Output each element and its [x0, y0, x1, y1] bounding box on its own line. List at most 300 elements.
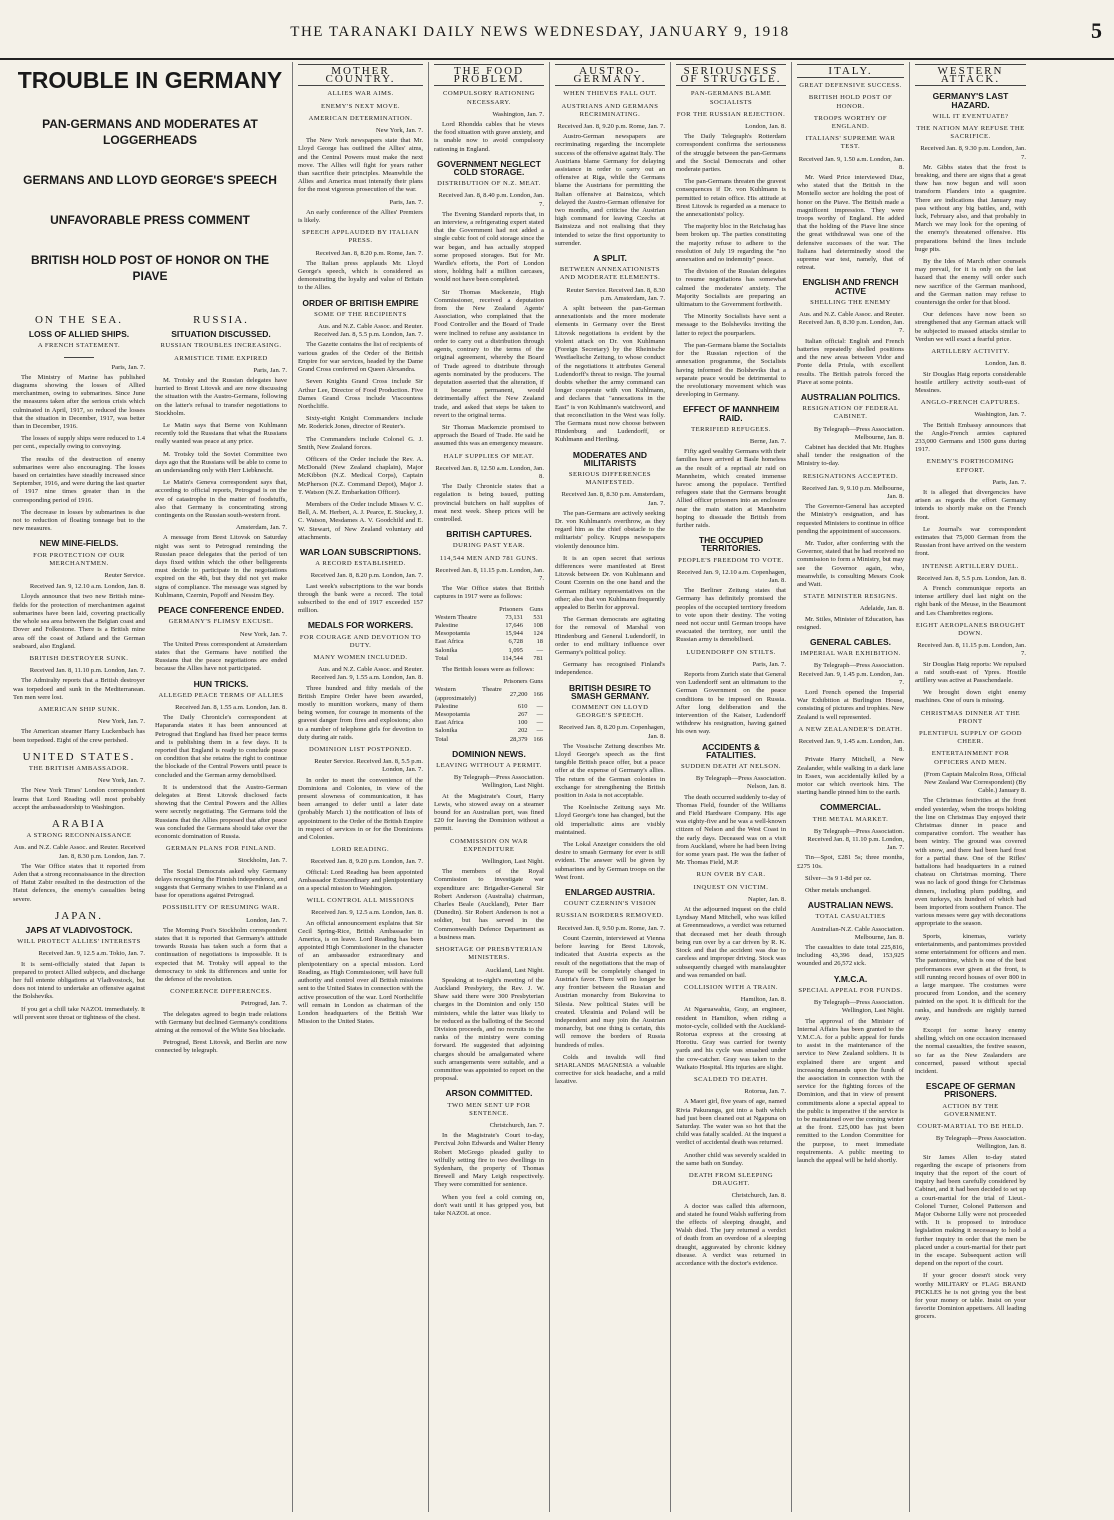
subheadline: AMERICAN SHIP SUNK.: [38, 705, 120, 713]
table-cell: 1,095: [508, 646, 523, 654]
dateline: Received Jan. 9, 12.10 a.m. Copenhagen, Jan. 8.: [677, 568, 786, 584]
table-cell: Palestine: [435, 621, 459, 629]
table-cell: East Africa: [435, 638, 464, 646]
headline: COMMERCIAL.: [820, 802, 881, 813]
advertisement: If your grocer doesn't stock very worthy MILITARY or FLAG BRAND PICKLES he is not giving you the best for your money or table. Insist on your favorite Dominion appetisers. All leading grocers.: [915, 1272, 1026, 1321]
column-2: [293, 62, 429, 1512]
dateline: Received Jan. 8, 1.55 a.m. London, Jan. 8.: [175, 703, 287, 711]
subheadline: DURING PAST YEAR.: [452, 542, 526, 550]
table-cell: —: [536, 727, 543, 735]
section-heading: WESTERN ATTACK.: [915, 64, 1026, 86]
headline: GOVERNMENT NEGLECT COLD STORAGE.: [437, 158, 541, 178]
paragraph: The War Office states that British captures in 1917 were as follows:: [434, 585, 544, 601]
subheadline: AMERICAN DETERMINATION.: [308, 114, 413, 122]
paragraph: Three hundred and fifty medals of the British Empire Order have been awarded, mostly to munition workers, many of them being women, for courage in moments of the gravest danger from fires and explosions; also to a number of telephone girls for devotion to duty during air raids.: [298, 684, 423, 741]
paragraph: The Lokal Anzeiger considers the old desire to smash Germany for ever is still evident. The answer will be given by submarines and by German troops on the West front.: [555, 841, 665, 881]
dateline: By Telegraph—Press Association. Wellington, Jan. 8.: [935, 1135, 1026, 1151]
masthead: [0, 0, 1114, 60]
paragraph: It is semi-officially stated that Japan is prepared to protect Allied subjects, and discharge her full entente obligations at Vladivostock, but does not intend to undertake an offensive against the Bolsheviks.: [13, 960, 145, 1001]
subheadline: GERMANY'S FLIMSY EXCUSE.: [168, 618, 274, 626]
paragraph: The New York newspapers state that Mr. Lloyd George has outlined the Allies' aims, and the Central Powers must make the next move. The Allies will fight for years rather than sacrifice their principles. Meanwhile the Allies and America must intensify their plans for the most vigorous prosecution of the war.: [298, 137, 423, 194]
masthead-title: THE TARANAKI DAILY NEWS WEDNESDAY, JANUARY 9, 1918: [290, 24, 790, 40]
table-cell: [434, 678, 503, 686]
dateline: Wellington, Last Night.: [481, 858, 544, 866]
paragraph: The decrease in losses by submarines is due not to reduction of floating tonnage but to the new measures.: [13, 508, 145, 533]
paragraph: The Daily Chronicle's correspondent at Haparanda states it has been announced at Petrograd that England has fixed her peace terms and is publishing them in a few days. It is reported that England is ready to conclude peace on condition that she retains the right to continue the blockade of the Central Powers until peace is concluded and the German army demobilised.: [155, 714, 287, 779]
table-cell: Guns: [529, 605, 543, 613]
table-cell: 267: [517, 711, 528, 719]
subheadline: WILL PROTECT ALLIES' INTERESTS: [17, 938, 141, 946]
paragraph: A doctor was called this afternoon, and stated he found Walsh suffering from the effects of sleeping draught, and Walsh died. The jury returned a verdict of death from an overdose of a sleeping draught, aggravated by chronic kidney disease. A verdict was returned in accordance with the doctor's evidence.: [676, 1202, 786, 1267]
table-cell: 166: [533, 690, 543, 698]
paragraph: Fifty aged wealthy Germans with their families have arrived at Basle homeless as the result of a reprisal air raid on Mannheim, which created immense havoc among the populace. Terrified refugees state that the Germans brought Allied officer prisoners into an enclosure near the main station at Mannheim hoping to dissuade the British from further raids.: [676, 448, 786, 529]
column-7: [910, 62, 1031, 1512]
paragraph: The pan-Germans are actively seeking Dr. von Kuhlmann's overthrow, as they regard him as the chief obstacle to the militarists' policy. Krupps newspapers violently denounce him.: [555, 509, 665, 550]
subheadline: RUSSIAN TROUBLES INCREASING.: [160, 342, 282, 350]
subheadline: SPECIAL APPEAL FOR FUNDS.: [798, 986, 903, 994]
dateline: Napier, Jan. 8.: [747, 895, 786, 903]
dateline: Received Jan. 8, 9.20 p.m. London, Jan. 7.: [310, 858, 423, 866]
paragraph: The British Embassy announces that the Anglo-French armies captured 233,000 Germans and 1500 guns during 1917.: [915, 421, 1026, 454]
subheadline: A STRONG RECONNAISSANCE: [26, 832, 132, 840]
table-row: [434, 614, 544, 622]
table-cell: 108: [533, 621, 543, 629]
table-cell: —: [536, 719, 543, 727]
dateline: Paris, Jan. 7.: [992, 478, 1026, 486]
paragraph: The Daily Telegraph's Rotterdam correspondent confirms the seriousness of the struggle between the pan-Germans and the Social Democrats and other moderate parties.: [676, 133, 786, 174]
dateline: By Telegraph—Press Association. Received Jan. 9, 1.45 p.m. London, Jan. 7.: [798, 662, 904, 686]
table-cell: [434, 606, 491, 614]
paragraph: At the Magistrate's Court, Harry Lewis, who stowed away on a steamer bound for an Australian port, was fined £20 for leaving the Dominion without a permit.: [434, 792, 544, 833]
paragraph: The Governor-General has accepted the Ministry's resignation, and has requested Ministers to continue in office pending the appointment of successors.: [797, 503, 904, 535]
subheadline: ENEMY'S NEXT MOVE.: [320, 102, 401, 110]
dateline: Berne, Jan. 7.: [749, 437, 786, 445]
column-3: [429, 62, 550, 1512]
subheadline: SCALDED TO DEATH.: [693, 1075, 768, 1083]
paragraph: Tin—Spot, £281 5s; three months, £275 10s.: [797, 854, 904, 870]
headline: ENGLISH AND FRENCH ACTIVE: [802, 277, 899, 296]
headline: GENERAL CABLES.: [809, 636, 892, 647]
column-4: [550, 62, 671, 1512]
paragraph: Sports, kinemas, variety entertainments, and pantomimes provided some entertainment for officers and men. The pantomime, which is one of the best performances ever given at the front, is still running record houses of over 800 in a large marquee. The costumes were procured from London, and the scenery painted on the spot. It is difficult for the ranks, and hundreds are nightly turned away.: [915, 932, 1026, 1022]
subheadline: EIGHT AEROPLANES BROUGHT DOWN.: [915, 621, 1026, 637]
subheadline: A FRENCH STATEMENT.: [37, 342, 121, 350]
dateline: Received Jan. 8, 8.20 p.m. Copenhagen, Jan. 8.: [558, 724, 665, 740]
dateline: Amsterdam, Jan. 7.: [235, 524, 287, 532]
paragraph: The majority bloc in the Reichstag has been broken up. The parties constituting the majority refuse to adhere to the resolution of July 19 regarding the "no annexation and no indemnity" peace.: [676, 223, 786, 264]
subheadline: HALF SUPPLIES OF MEAT.: [443, 452, 535, 460]
dateline: Australian-N.Z. Cable Association. Melbourne, Jan. 8.: [811, 925, 904, 941]
paragraph: The approval of the Minister of Internal Affairs has been granted to the Y.M.C.A. for a public appeal for funds to assist in the maintenance of the service to New Zealand soldiers. It is explained there are urgent and increasing demands upon the funds of the association in connection with the service for the fighting forces of the Dominion, and that in view of present commitments alone a special appeal to the public is imperative if the service is to be maintained over the coming winter at the front. £25,000 has just been remitted to the London Committee for the purpose, to meet immediate requirements. A public meeting to launch the appeal will be held shortly.: [797, 1017, 904, 1164]
dateline: Received Jan. 9, 12.10 a.m. London, Jan. 8.: [29, 583, 145, 591]
dateline: Aus. and N.Z. Cable Assoc. and Reuter. Received Jan. 8, 8.30 p.m. London, Jan. 7.: [13, 844, 145, 860]
table-cell: Mesopotamia: [435, 711, 470, 719]
table-cell: 114,544: [502, 654, 523, 662]
dateline: Paris, Jan. 7.: [253, 366, 287, 374]
subheadline: ARTILLERY ACTIVITY.: [931, 348, 1010, 356]
paragraph: Private Harry Mitchell, a New Zealander, while walking in a dark lane in Essex, was accidentally killed by a motor car which overtook him. The starting handle pinned him to the earth.: [797, 756, 904, 797]
headline: A SPLIT.: [593, 253, 627, 264]
headline: PEACE CONFERENCE ENDED.: [158, 605, 284, 616]
dateline: London, Jan. 8.: [745, 123, 786, 131]
paragraph: Italian official: English and French batteries repeatedly shelled positions and the new areas between Vidor and Ponte della Priula, with excellent results. The British patrols forced the Piave at some points.: [797, 337, 904, 386]
subheadline: BETWEEN ANNEXATIONISTS AND MODERATE ELEMENTS.: [559, 266, 661, 282]
subheadline: COMPULSORY RATIONING NECESSARY.: [442, 90, 535, 106]
paragraph: Lloyds announce that two new British mine-fields for the protection of merchantmen against submarines have been laid, covering practically the whole sea area between the Belgian coast and Dover and Folkestone. There is a British mine area off the coast of Jutland and the German seaboard, also England.: [13, 593, 145, 650]
paragraph: The results of the destruction of enemy submarines were also encouraging. The losses based on certainties have steadily increased since September, 1916, and were during the last quarter of 1917 nine times greater than in the corresponding period of 1916.: [13, 455, 145, 504]
paragraph: Seven Knights Grand Cross include Sir Arthur Lee, Director of Food Production. Five Dames Grand Cross include Viscountess Northcliffe.: [298, 378, 423, 410]
paragraph: At Ngaruawahia, Gray, an engineer, resident in Hamilton, when riding a motor-cycle, collided with the Auckland-Rotorua express at the crossing at Horotiu. Gray was carried for twenty yards and his cycle was smashed under the cow-catcher. Gray was taken to the Waikato Hospital. His injuries are slight.: [676, 1006, 786, 1071]
subheadline: ARMISTICE TIME EXPIRED: [174, 354, 268, 362]
subheadline: COLLISION WITH A TRAIN.: [683, 983, 779, 991]
subheadline: ENTERTAINMENT FOR OFFICERS AND MEN.: [931, 750, 1010, 766]
subheadline: SHORTAGE OF PRESBYTERIAN MINISTERS.: [435, 946, 543, 962]
subheadline: ALLIES WAR AIMS.: [327, 90, 394, 98]
paragraph: Mr. Stiles, Minister of Education, has resigned.: [797, 615, 904, 631]
paragraph: Petrograd, Brest Litovsk, and Berlin are now connected by telegraph.: [155, 1039, 287, 1055]
subheadline: BRITISH HOLD POST OF HONOR.: [808, 94, 893, 110]
paragraph: A message from Brest Litovsk on Saturday night was sent to Petrograd reminding the Russian peace delegates that the period of ten days fixed within which the other belligerents must decide to participate in the negotiations expired on the 4th, but they did not yet make signs of compliance. The message was signed by Kuhlmann, Czernin, Popoff and Nessim Bey.: [155, 534, 287, 599]
table-cell: 18: [536, 638, 543, 646]
subheadline: CONFERENCE DIFFERENCES.: [170, 988, 272, 996]
dateline: Reuter Service. Received Jan. 8, 5.5 p.m. London, Jan. 7.: [314, 758, 423, 774]
paragraph: The Ministry of Marine has published diagrams showing the losses of Allied merchantmen, owing to submarines. Since June the measures taken after the serious crisis which culminated in April, 1917, so reduced the losses that the situation in December, 1917, was better than in December, 1916.: [13, 373, 145, 431]
dateline: By Telegraph—Press Association. Wellington, Last Night.: [453, 774, 544, 790]
subheadline: RESIGNATIONS ACCEPTED.: [802, 472, 899, 480]
paragraph: A split between the pan-German annexationists and the more moderate elements in Germany over the Brest Litovsk negotiations is evident by the violent attack on Dr. von Kuhlmann (Foreign Secretary) by the Rheinische Westfaelische Zeitung, to whose conduct of the negotiations it attributes General Ludendorff's threat to resign. The journal doubts whether the army command can longer cooperate with von Kuhlmann, and declares that "annexations in the East" is von Kuhlmann's watchword, and that reconciliation in the West was folly. The Germans must now choose between Hindenburg and Ludendorff, or Kuhlmann and Hertling.: [555, 305, 665, 444]
dateline: Aus. and N.Z. Cable Assoc. and Reuter. Received Jan. 8, 5.5 p.m. London, Jan. 7.: [314, 323, 423, 339]
headline: Y.M.C.A.: [833, 973, 868, 984]
subheadline: COMMENT ON LLOYD GEORGE'S SPEECH.: [571, 704, 649, 720]
table-cell: Prisoners: [503, 678, 528, 686]
paragraph: The Admiralty reports that a British destroyer was torpedoed and sunk in the Mediterranean. Ten men were lost.: [13, 677, 145, 701]
headline: ORDER OF BRITISH EMPIRE: [302, 297, 419, 308]
subheadline: FOR THE RUSSIAN REJECTION.: [676, 110, 786, 118]
subheadline: INTENSE ARTILLERY DUEL.: [922, 562, 1019, 570]
paragraph: The losses of supply ships were reduced to 1.4 per cent., especially owing to convoying.: [13, 435, 145, 451]
section-heading: AUSTRO-GERMANY.: [555, 64, 665, 86]
paragraph: M. Trotsky and the Russian delegates have hurried to Brest Litovsk and are now discussing the situation with the Austro-Germans, following on the latter's refusal to transfer negotiations to Stockholm.: [155, 377, 287, 417]
column-1-split: [13, 308, 287, 1060]
paragraph: The United Press correspondent at Amsterdam states that the Germans have notified the Russians that the peace negotiations are ended because the Allies have not participated.: [155, 640, 287, 673]
subheadline: THE METAL MARKET.: [812, 815, 889, 823]
paragraph: An early conference of the Allies' Premiers is likely.: [298, 208, 423, 225]
paragraph: In the Magistrate's Court to-day, Percival John Edwards and Walter Henry Robert McGrego pleaded guilty to wilfully setting fire to two dwellings in Sydenham, the property of Thomas Brewell and Mary Leigh respectively. They were committed for sentence.: [434, 1132, 544, 1189]
subheadline: BRITISH DESTROYER SUNK.: [29, 654, 129, 662]
paragraph: Mr. Tudor, after conferring with the Governor, stated that he had received no commission to form a Ministry, but may see the Governor again, who, meanwhile, is consulting Messrs Cook and Watt.: [797, 539, 904, 588]
table-cell: Salonika: [435, 646, 458, 654]
paragraph: The Morning Post's Stockholm correspondent states that it is reported that Germany's attitude towards Russia has taken such a form that a continuation of negotiations is impossible. It is expected that M. Trotsky will appeal to the democracy to sink its differences and unite for the defence of the revolution.: [155, 926, 287, 984]
table-row: [434, 647, 544, 655]
paragraph: Le Matin's Geneva correspondent says that, according to official reports, Petrograd is on the eve of catastrophe in the matter of foodstuffs, also that Germany is concentrating strong contingents on the Russian south-western front.: [155, 479, 287, 520]
dateline: London, Jan. 7.: [246, 916, 287, 924]
table-cell: Western Theatre: [435, 613, 477, 621]
subheadline: COURT-MARTIAL TO BE HELD.: [917, 1122, 1024, 1130]
headline: DOMINION NEWS.: [452, 748, 526, 759]
dateline: Rotorua, Jan. 7.: [744, 1088, 786, 1096]
paragraph: The Berliner Zeitung states that Germany has definitely promised the peoples of the occupied territory freedom to vote upon their destiny. The voting need not occur until German troops have evacuated the territory, nor until the Russian army is demobilised.: [676, 587, 786, 644]
deck-2: GERMANS AND LLOYD GEORGE'S SPEECH: [23, 173, 277, 187]
deck-3: UNFAVORABLE PRESS COMMENT: [50, 213, 250, 227]
headline: LOSS OF ALLIED SHIPS.: [28, 329, 130, 340]
headline: ARSON COMMITTED.: [445, 1088, 533, 1099]
table-row: [434, 727, 544, 735]
section-heading: ITALY.: [797, 64, 904, 78]
paragraph: The New York Times' London correspondent learns that Lord Reading will most probably accept the ambassadorship to Washington.: [13, 787, 145, 811]
paragraph: The division of the Russian delegates to resume negotiations has somewhat calmed the moderates' anxiety. The Majority Socialists are preparing an ultimatum to the Government forthwith.: [676, 268, 786, 309]
paragraph: Other metals unchanged.: [805, 887, 871, 895]
paragraph: A French communique reports an intense artillery duel last night on the right bank of the Meuse, in the Beaumont and Les Chambrettes regions.: [915, 584, 1026, 617]
headline: SITUATION DISCUSSED.: [171, 329, 271, 340]
paragraph: It is an open secret that serious differences were manifested at Brest Litovsk between Dr. von Kuhlmann and Count Czernin on the one hand and the German military representatives on the other; also that von Kuhlmann frequently appealed to Berlin for approval.: [555, 554, 665, 611]
main-headline: TROUBLE IN GERMANY: [17, 67, 283, 93]
table-row: [434, 638, 544, 646]
paragraph: The Commanders include Colonel G. J. Smith, New Zealand forces.: [298, 435, 423, 451]
table-cell: 166: [533, 735, 543, 743]
section-heading: THE FOOD PROBLEM.: [434, 64, 544, 86]
dateline: Aus. and N.Z. Cable Assoc. and Reuter. Received Jan. 9, 1.55 a.m. London, Jan. 8.: [311, 666, 423, 682]
paragraph: Mr. Ward Price interviewed Diaz, who stated that the British in the Montello sector are holding the post of honor on the Piave. The British made a magnificent impression. They were troops worthy of England. He added that the holding of the Piave line since the great withdrawal was one of the defensive successes of the war. The Italians had determinedly stood the supreme war test, namely, that of retreat.: [797, 174, 904, 272]
subheadline: IMPERIAL WAR EXHIBITION.: [800, 650, 901, 658]
paragraph: Austro-German newspapers are recriminating regarding the incomplete success of the offensive against Italy. The Austrians blame Germany for delaying assistance in order to carry out an offensive at Riga, while the Germans blame the Austrians for permitting the Italian offensive at Bainsizza, which delayed the Austro-German offensive for two months, and criticise the Austrian high command for leaving Czechs at Bainsizza and not realising that they intended to seize the first opportunity to surrender.: [555, 133, 665, 247]
subheadline: WILL IT EVENTUATE?: [932, 112, 1009, 120]
dateline: Received Jan. 8, 12.50 a.m. London, Jan. 8.: [435, 464, 544, 480]
subheadline: TWO MEN SENT UP FOR SENTENCE.: [447, 1101, 531, 1117]
dateline: Received Jan. 9, 12.5 a.m. London, Jan. 8.: [311, 909, 423, 917]
dateline: London, Jan. 8.: [985, 360, 1026, 368]
subheadline: CHRISTMAS DINNER AT THE FRONT: [920, 709, 1021, 725]
subheadline: RESIGNATION OF FEDERAL CABINET.: [802, 405, 899, 421]
subheadline: PAN-GERMANS BLAME SOCIALISTS: [690, 90, 772, 106]
dateline: Received Jan. 8, 9.50 p.m. Rome, Jan. 7.: [557, 924, 665, 932]
subheadline: RUN OVER BY CAR.: [696, 871, 766, 879]
subheadline: ALLEGED PEACE TERMS OF ALLIES: [158, 691, 284, 699]
headline: AUSTRALIAN POLITICS.: [800, 391, 901, 402]
paragraph: Another child was severely scalded in the same bath on Sunday.: [676, 1151, 786, 1167]
table-cell: Total: [435, 735, 449, 743]
subheadline: STATE MINISTER RESIGNS.: [803, 593, 898, 601]
headline: GERMANY'S LAST HAZARD.: [932, 91, 1009, 110]
subheadline: A RECORD ESTABLISHED.: [315, 560, 406, 568]
dateline: Received Jan. 8, 8.30 p.m. Amsterdam, Jan. 7.: [561, 491, 665, 507]
section-heading: JAPAN.: [55, 909, 103, 922]
subheadline: THE BRITISH AMBASSADOR.: [28, 764, 130, 772]
paragraph: Le Matin says that Berne von Kuhlmann recently told the Russians that what the Russians really wanted was peace at any price.: [155, 422, 287, 446]
dateline: New York, Jan. 7.: [97, 777, 145, 785]
paragraph: Lord Rhondda cables that he views the food situation with grave anxiety, and is unable now to avoid compulsory rationing in England.: [434, 121, 544, 153]
dateline: Received Jan. 8, 8.20 p.m. London, Jan. 7.: [310, 572, 423, 580]
column-1: [8, 62, 293, 1512]
dateline: Received Jan. 8, 11.15 p.m. London, Jan. 7.: [435, 566, 544, 582]
paragraph: It is understood that the Austro-German delegates at Brest Litovsk disclosed facts showing that the Central Powers and the Allies were secretly negotiating. The Germans told the Russians that the Allies proposed that after peace was concluded the Germans should take over the economic domination of Russia.: [155, 783, 287, 840]
paragraph: The pan-Germans threaten the gravest consequences if Dr. von Kuhlmann is permitted to retain office. His attitude at Brest Litovsk is regarded as a menace to the annexationists' policy.: [676, 178, 786, 219]
paragraph: By the Ides of March other counsels may prevail, for it is only on the last hazard that the enemy will order such new sacrifice of the German manhood, and the German nation may refuse to countersign the order for that blood.: [915, 258, 1026, 307]
dateline: Petrograd, Jan. 7.: [241, 1000, 287, 1008]
dateline: By Telegraph—Press Association. Received Jan. 8, 11.10 p.m. London, Jan. 7.: [807, 827, 904, 852]
paragraph: Sixty-eight Knight Commanders include Mr. Roderick Jones, director of Reuter's.: [298, 415, 423, 431]
subheadline: TROOPS WORTHY OF ENGLAND.: [813, 114, 888, 131]
dateline: Received Jan. 8, 11.15 p.m. London, Jan. 7.: [917, 642, 1026, 658]
subheadline: ANGLO-FRENCH CAPTURES.: [920, 399, 1021, 407]
table-cell: Palestine: [435, 702, 459, 710]
paragraph: The Daily Chronicle states that a regulation is being issued, putting provincial butchers on half supplies of meat next week. Sheep prices will be controlled.: [434, 483, 544, 523]
paragraph: The Christmas festivities at the front ended yesterday, when the troops holding the line on Christmas Day enjoyed their Christmas dinner in peace and comparative comfort. The weather has been wintry. The ground was covered with snow, and there had been hard frost for a partial thaw. One of the Rifles' battalions had headquarters in a ruined chateau on Christmas morning. There was no lack of good things for Christmas dinners, including plum pudding, and even turkeys, six hundred of which had been imported from southern France. The various messes were gay with decorations appropriate to the season.: [915, 797, 1026, 928]
headline: AUSTRALIAN NEWS.: [807, 900, 894, 911]
dateline: By Telegraph—Press Association. Nelson, Jan. 8.: [695, 775, 786, 791]
paragraph: Our defences have now been so strengthened that any German attack will be subjected to massed attacks similar to Verdun we will exact a fearful price.: [915, 311, 1026, 343]
paragraph: Mr. Gibbs states that the frost is breaking, and there are signs that a great thaw has now begun and will soon transform Flanders into a quagmire. There are indications that January may pass without any big battles, and, with luck, February also, and that probably in March we may look for the opening of the enemy's threatened offensive. His preparations behind the lines include huge pits.: [915, 163, 1026, 253]
table-cell: 73,131: [505, 613, 523, 621]
table-cell: Salonika: [435, 727, 458, 735]
headline: NEW MINE-FIELDS.: [39, 538, 119, 549]
paragraph: The casualties to date total 225,816, including 43,396 dead, 153,925 wounded and 26,572 sick.: [797, 944, 904, 968]
subheadline: WILL CONTROL ALL MISSIONS: [306, 897, 415, 905]
paragraph: The British losses were as follows:: [442, 666, 535, 673]
table-cell: 124: [533, 630, 543, 638]
dateline: Received Jan. 8, 8.20 p.m. Rome, Jan. 7.: [315, 249, 423, 257]
column-1-right: [155, 308, 287, 1060]
subheadline: ACTION BY THE GOVERNMENT.: [942, 1102, 999, 1118]
dateline: By Telegraph—Press Association. Melbourne, Jan. 8.: [813, 425, 904, 441]
headline: BRITISH CAPTURES.: [446, 529, 532, 540]
dateline: New York, Jan. 7.: [375, 127, 423, 135]
paragraph: The Gazette contains the list of recipients of various grades of the Order of the British Empire for war services, headed by the Dame Grand Cross conferred on Queen Alexandra.: [298, 341, 423, 374]
subheadline: LORD READING.: [331, 846, 390, 854]
paragraph: Official: Lord Reading has been appointed Ambassador Extraordinary and plenipotentiary on a special mission to Washington.: [298, 868, 423, 893]
dateline: Received Jan. 8, 8.40 p.m. London, Jan. 7.: [438, 192, 544, 208]
paragraph: The death occurred suddenly to-day of Thomas Field, founder of the Williams and Field Hardware Company. His age was eighty-five and he was a well-known citizen of Nelson and the West Coast in the early days. Deceased was on a visit from Auckland, where he had been living for some years past. He was the father of Mr. Thomas Field, M.P.: [676, 793, 786, 867]
paragraph: Sir Thomas Mackenzie promised to approach the Board of Trade. He said he assumed this was an emergency measure.: [434, 423, 544, 448]
dateline: New York, Jan. 7.: [239, 630, 287, 638]
table-cell: 202: [517, 727, 528, 735]
dateline: Washington, Jan. 7.: [974, 411, 1026, 419]
table-cell: 781: [533, 654, 543, 662]
dateline: Christchurch, Jan. 7.: [489, 1121, 544, 1129]
table-row: [434, 630, 544, 638]
paragraph: The delegates agreed to begin trade relations with Germany but declined Germany's conditions aiming at the removal of the White Sea blockade.: [155, 1010, 287, 1035]
dateline: Paris, Jan. 7.: [111, 363, 145, 371]
dateline: Washington, Jan. 7.: [492, 110, 544, 118]
section-heading: UNITED STATES.: [22, 750, 136, 763]
table-cell: Western Theatre (approximately): [435, 686, 502, 702]
subheadline: ENEMY'S FORTHCOMING EFFORT.: [926, 458, 1015, 474]
table-cell: 531: [533, 613, 543, 621]
dateline: Hamilton, Jan. 8.: [740, 996, 786, 1004]
paragraph: Speaking at to-night's meeting of the Auckland Presbytery, the Rev. J. W. Shaw said there were 300 Presbyterian charges in the Dominion and only 150 ministers, while the latter was likely to be reduced as the balloting of the Second Division proceeds, and no recruits to the ranks of the ministry were coming forward. He suggested that adjoining charges should be amalgamated where such arrangements were suitable, and a committee was appointed to report on the proposal.: [434, 976, 544, 1083]
section-heading: RUSSIA.: [193, 314, 249, 326]
dateline: Received Jan. 8, 9.20 p.m. Rome, Jan. 7.: [557, 123, 665, 131]
subheadline: 114,544 MEN AND 781 GUNS.: [439, 554, 539, 562]
table-cell: Prisoners: [499, 605, 523, 613]
advertisement: If you get a chill take NAZOL immediately. It will prevent sore throat or tightness of the chest.: [13, 1005, 145, 1021]
table-cell: 6,728: [508, 638, 523, 646]
paragraph: An official announcement explains that Sir Cecil Spring-Rice, British Ambassador in America, is on leave. Lord Reading has been appointed High Commissioner in the character of an ambassador extraordinary and plenipotentiary on a special mission. Lord Reading, as High Commissioner, will have full authority and control over all British missions sent to the United States in connection with the active prosecution of the war. Lord Northcliffe will remain in London as chairman of the London headquarters of the British War Mission to the United States.: [298, 919, 423, 1026]
headline: EFFECT OF MANNHEIM RAID.: [682, 404, 780, 423]
paragraph: Sir Douglas Haig reports: We repulsed a raid south-east of Ypres. Hostile artillery was active at Passchendaele.: [915, 660, 1026, 684]
subheadline: SERIOUS DIFFERENCES MANIFESTED.: [568, 470, 652, 487]
dateline: Aus. and N.Z. Cable Assoc. and Reuter. Received Jan. 8, 8.30 p.m. London, Jan. 7.: [798, 311, 904, 335]
subheadline: A NEW ZEALANDER'S DEATH.: [798, 725, 903, 733]
paragraph: The Koelnische Zeitung says Mr. Lloyd George's tone has changed, but the old imperialistic aims are visibly maintained.: [555, 804, 665, 836]
subheadline: SHELLING THE ENEMY: [810, 298, 891, 306]
table-cell: 610: [517, 702, 528, 710]
table-cell: 28,379: [509, 735, 528, 743]
headline: WAR LOAN SUBSCRIPTIONS.: [300, 546, 421, 557]
subheadline: ITALIANS' SUPREME WAR TEST.: [805, 135, 896, 151]
table-row: [434, 711, 544, 719]
subheadline: DISTRIBUTION OF N.Z. MEAT.: [437, 180, 541, 188]
subheadline: MANY WOMEN INCLUDED.: [313, 653, 408, 661]
subheadline: SOME OF THE RECIPIENTS: [314, 310, 407, 318]
advertisement: When you feel a cold coming on, don't wait until it has gripped you, but take NAZOL at once.: [434, 1193, 544, 1217]
subheadline: INQUEST ON VICTIM.: [693, 883, 769, 891]
subheadline: SUDDEN DEATH AT NELSON.: [680, 763, 782, 771]
subheadline: AUSTRIANS AND GERMANS RECRIMINATING.: [561, 102, 659, 118]
table-cell: —: [536, 702, 543, 710]
dateline: Received Jan. 9, 9.10 p.m. Melbourne, Jan. 8.: [802, 484, 904, 500]
paragraph: Germany has recognised Finland's independence.: [555, 661, 665, 677]
paragraph: A Maori girl, five years of age, named Rivia Pakuranga, got into a bath which had just been cleaned out at Ngapuna on Saturday. The water was so hot that the child was fatally scalded. At the inquest a verdict of accidental death was returned.: [676, 1098, 786, 1147]
column-1-left: [13, 308, 145, 1060]
table-cell: —: [536, 646, 543, 654]
headline: MODERATES AND MILITARISTS: [572, 449, 648, 468]
dateline: Paris, Jan. 7.: [752, 660, 786, 668]
subheadline: SPEECH APPLAUDED BY ITALIAN PRESS.: [302, 229, 419, 245]
table-row: [434, 719, 544, 727]
dateline: By Telegraph—Press Association. Wellington, Last Night.: [813, 999, 904, 1015]
dateline: Received Jan. 8, 5.5 p.m. London, Jan. 8.: [917, 574, 1026, 582]
table-total-row: [434, 655, 544, 663]
subheadline: PEOPLE'S FREEDOM TO VOTE.: [678, 556, 784, 564]
losses-table: [434, 678, 544, 744]
paragraph: The American steamer Harry Luckenbach has been torpedoed. Eight of the crew perished.: [13, 728, 145, 744]
subheadline: DOMINION LIST POSTPONED.: [309, 746, 412, 754]
subheadline: WHEN THIEVES FALL OUT.: [563, 90, 657, 98]
paragraph: We brought down eight enemy machines. One of ours is missing.: [915, 689, 1026, 705]
section-heading: SERIOUSNESS OF STRUGGLE.: [676, 64, 786, 86]
paragraph: M. Trotsky told the Soviet Committee two days ago that the Russians will be able to come to an understanding only with Herr Liebknecht.: [155, 450, 287, 475]
table-cell: 17,646: [505, 621, 523, 629]
column-5: [671, 62, 792, 1512]
paragraph: Lord French opened the Imperial War Exhibition at Burlington House, consisting of pictures and trophies. New Zealand is well represented.: [797, 689, 904, 721]
subheadline: GERMAN PLANS FOR FINLAND.: [165, 845, 277, 853]
subheadline: FOR COURAGE AND DEVOTION TO DUTY.: [299, 633, 422, 649]
paragraph: The War Office states that it reported from Aden that a strong reconnaissance in the direction of Hatut Zabir resulted in the destruction of the Hatut defences, the enemy's casualties being severe.: [13, 862, 145, 903]
dateline: Paris, Jan. 7.: [389, 198, 423, 206]
dateline: Received Jan. 9, 12.5 a.m. Tokio, Jan. 7.: [38, 950, 145, 958]
table-total-row: [434, 736, 544, 744]
subheadline: PLENTIFUL SUPPLY OF GOOD CHEER.: [919, 730, 1022, 746]
dateline: (From Captain Malcolm Ross, Official New Zealand War Correspondent) (By Cable.) January 8.: [923, 770, 1026, 795]
columns: [8, 62, 1110, 1512]
table-cell: —: [536, 711, 543, 719]
paragraph: Count Czernin, interviewed at Vienna before leaving for Brest Litovsk, indicated that Austria expects as the result of the negotiations that the map of Europe will be completely changed in Austria's favor. There will no longer be any frontier between the Russian and Austrian monarchy from Bukovina to Silesia. New political States will be created. Ukrainia and Poland will be independent and may join the Austrian monarchy, but one thing is certain, this will remove the borders of Russia hundreds of miles.: [555, 934, 665, 1049]
paragraph: The Vossische Zeitung describes Mr. Lloyd George's speech as the first tangible British peace offer, but a peace offer at the expense of Germany's allies. The return of the German colonies in exchange for strengthening the British position in Asia is not acceptable.: [555, 742, 665, 800]
column-6: [792, 62, 910, 1512]
dateline: New York, Jan. 7.: [97, 718, 145, 726]
table-row: [434, 703, 544, 711]
subheadline: COUNT CZERNIN'S VISION: [563, 900, 657, 908]
paragraph: The Evening Standard reports that, in an interview, a refrigerating expert stated that the Government had not added a single cubic foot of cold storage since the war began, and has actually stopped some proposed storages. But for Mr. Wardle's efforts, the Port of London store, holding half a million carcases, would not have been completed.: [434, 210, 544, 284]
subheadline: DEATH FROM SLEEPING DRAUGHT.: [688, 1171, 774, 1188]
divider: [64, 357, 94, 358]
paragraph: The pan-Germans blame the Socialists for the Russian rejection of the annexation programme, the Socialists having informed the Bolsheviks that a separate peace would be detrimental to the revolutionary movement which was developing in Germany.: [676, 341, 786, 399]
table-cell: 100: [517, 719, 528, 727]
headline: HUN TRICKS.: [193, 678, 249, 689]
dateline: Received Jan. 9, 1.50 a.m. London, Jan. 8.: [798, 155, 904, 171]
dateline: Reuter Service. Received Jan. 8, 8.30 p.m. Amsterdam, Jan. 7.: [566, 286, 665, 302]
paragraph: The Social Democrats asked why Germany delays recognising the Finnish independence, and suggests that Germany wishes to use Finland as a base for operations against Petrograd.: [155, 867, 287, 900]
